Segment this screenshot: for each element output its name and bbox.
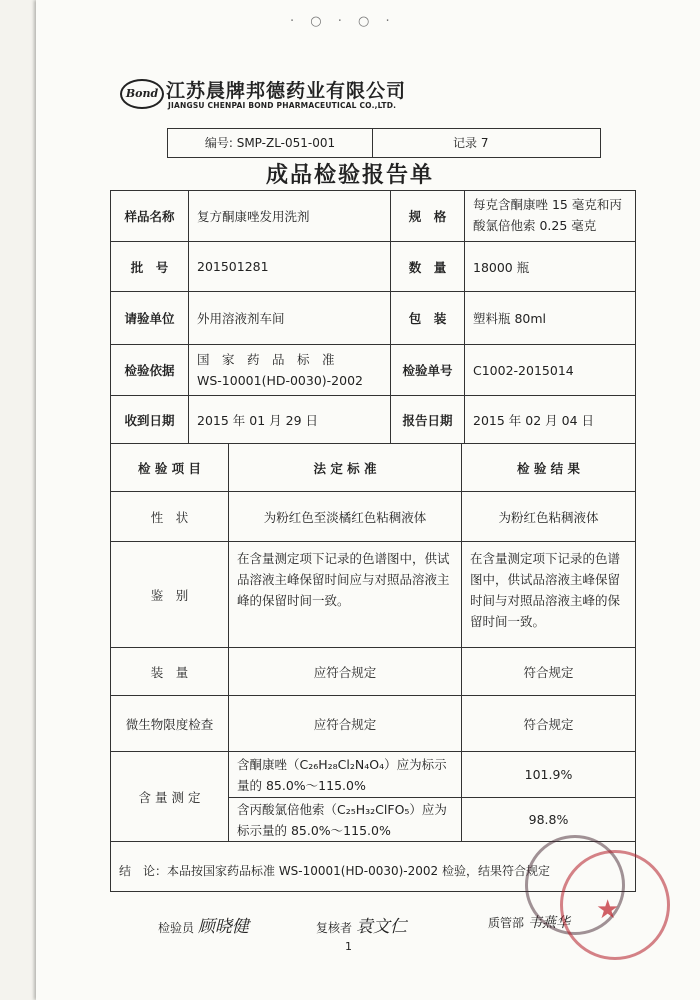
filling-item: 装 量 xyxy=(150,664,189,680)
header-standard: 法 定 标 准 xyxy=(313,460,377,476)
punch-holes: · ○ · ○ · xyxy=(290,14,396,29)
spec-value: 每克含酮康唑 15 毫克和丙酸氯倍他索 0.25 毫克 xyxy=(473,197,622,233)
microbial-result: 符合规定 xyxy=(523,716,574,732)
quantity-value: 18000 瓶 xyxy=(473,259,530,275)
basis-line-2: WS-10001(HD-0030)-2002 xyxy=(197,373,363,388)
reviewer-label: 复核者 xyxy=(316,921,353,935)
requester-label: 请验单位 xyxy=(124,311,175,326)
requester-value: 外用溶液剂车间 xyxy=(197,311,285,326)
received-label: 收到日期 xyxy=(124,412,175,428)
sample-name-value: 复方酮康唑发用洗剂 xyxy=(197,209,310,224)
assay-item: 含 量 测 定 xyxy=(138,789,201,805)
assay-clobetasol-result: 98.8% xyxy=(528,812,569,827)
microbial-standard: 应符合规定 xyxy=(313,716,377,732)
appearance-item: 性 状 xyxy=(150,509,189,525)
company-header xyxy=(120,76,420,116)
basis-value xyxy=(189,345,390,395)
inspect-no-label: 检验单号 xyxy=(402,363,453,378)
document-number: 编号: SMP-ZL-051-001 xyxy=(168,129,373,157)
spec-label: 规 格 xyxy=(408,209,447,224)
inspector-signature-block xyxy=(158,912,249,937)
report-date-label: 报告日期 xyxy=(402,412,453,428)
basis-line-1: 国 家 药 品 标 准 xyxy=(197,352,335,367)
sample-name-label: 样品名称 xyxy=(124,209,175,224)
report-date-value: 2015 年 02 月 04 日 xyxy=(473,412,594,428)
document-number-box xyxy=(167,128,601,158)
reviewer-signature: 袁文仁 xyxy=(355,917,407,937)
company-name-cn: 江苏晨牌邦德药业有限公司 xyxy=(166,80,407,102)
filling-standard: 应符合规定 xyxy=(313,664,377,680)
record-number: 记录 7 xyxy=(453,136,489,150)
microbial-item: 微生物限度检查 xyxy=(125,716,214,732)
assay-ketoconazole-result: 101.9% xyxy=(524,767,573,782)
appearance-result: 为粉红色粘稠液体 xyxy=(498,509,599,525)
header-item: 检 验 项 目 xyxy=(137,460,202,476)
basis-label: 检验依据 xyxy=(124,363,175,378)
package-label: 包 装 xyxy=(408,311,447,326)
appearance-standard: 为粉红色至淡橘红色粘稠液体 xyxy=(263,509,427,525)
inspect-no-value: C1002-2015014 xyxy=(473,362,574,378)
qa-label: 质管部 xyxy=(488,916,525,930)
package-value: 塑料瓶 80ml xyxy=(473,311,547,326)
company-name-en: JIANGSU CHENPAI BOND PHARMACEUTICAL CO.,LTD. xyxy=(168,101,397,110)
seal-star-icon: ★ xyxy=(596,895,620,925)
identification-standard: 在含量测定项下记录的色谱图中，供试品溶液主峰保留时间应与对照品溶液主峰的保留时间一致。 xyxy=(237,551,450,608)
assay-clobetasol-standard: 含丙酸氯倍他索（C₂₅H₃₂ClFO₅）应为标示量的 85.0%～115.0% xyxy=(237,802,447,838)
assay-ketoconazole-standard: 含酮康唑（C₂₆H₂₈Cl₂N₄O₄）应为标示量的 85.0%～115.0% xyxy=(237,757,447,793)
reviewer-signature-block xyxy=(316,912,407,937)
page-number: 1 xyxy=(345,940,352,953)
identification-result: 在含量测定项下记录的色谱图中，供试品溶液主峰保留时间与对照品溶液主峰的保留时间一致。 xyxy=(470,551,621,629)
qa-signature: 韦燕华 xyxy=(527,915,570,931)
page-title: 成品检验报告单 xyxy=(265,163,434,188)
batch-value: 201501281 xyxy=(197,259,269,274)
inspector-signature: 顾晓健 xyxy=(197,917,249,937)
batch-label: 批 号 xyxy=(130,259,169,275)
quantity-label: 数 量 xyxy=(408,259,447,275)
company-logo: Bond xyxy=(120,79,164,109)
conclusion: 结 论：本品按国家药品标准 WS-10001(HD-0030)-2002 检验，结果符合规定 xyxy=(110,842,636,892)
filling-result: 符合规定 xyxy=(523,664,574,680)
received-value: 2015 年 01 月 29 日 xyxy=(197,412,318,428)
inspector-label: 检验员 xyxy=(158,921,195,935)
identification-item: 鉴 别 xyxy=(150,587,189,603)
report-table xyxy=(110,190,636,842)
header-result: 检 验 结 果 xyxy=(516,460,581,476)
